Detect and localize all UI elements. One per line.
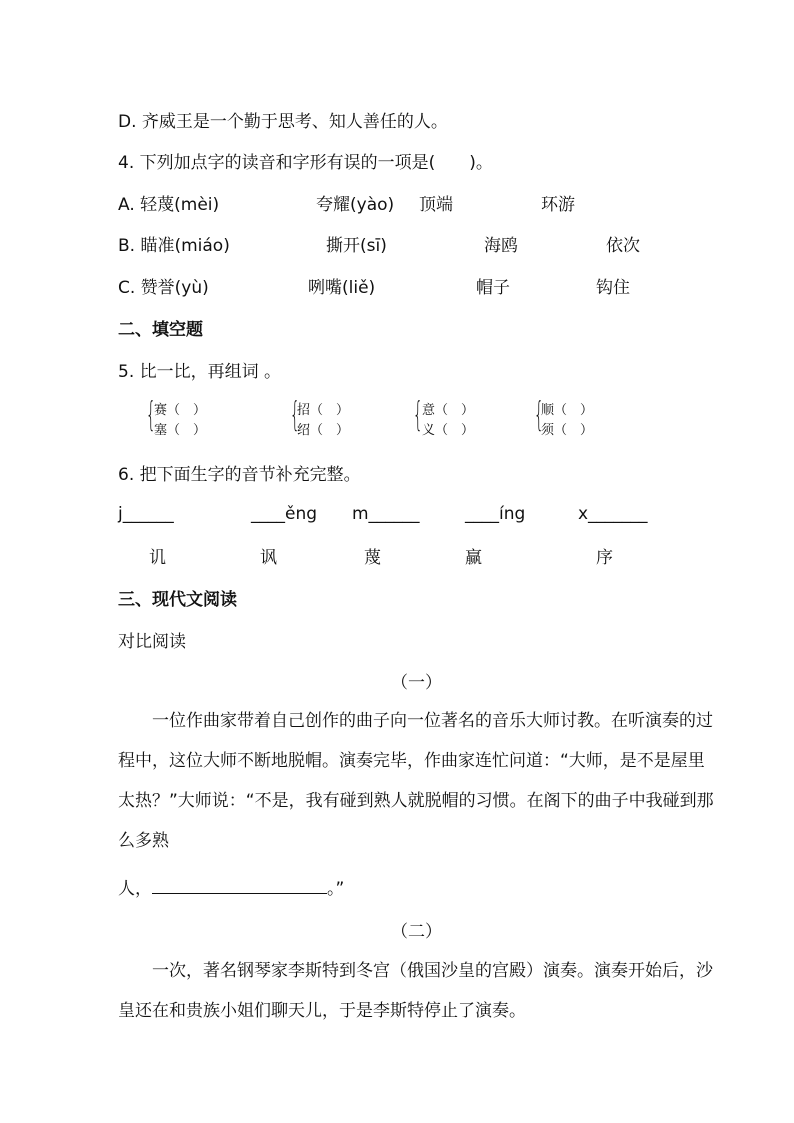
section-title-fill-in: 二、填空题 — [118, 320, 203, 340]
q5-word-bottom: 绍（ ） — [297, 423, 350, 438]
passage1-last-line-end: 。” — [327, 879, 345, 899]
q4-option-c: C. 赞誉(yù) — [118, 278, 209, 298]
q5-word-bottom: 须（ ） — [541, 423, 594, 438]
q6-pinyin-blank: ____ěng — [251, 504, 318, 524]
q6-char: 赢 — [465, 548, 482, 568]
q4-option-a-word2: 夸耀(yào) — [316, 195, 395, 215]
q5-word-top: 意（ ） — [422, 403, 475, 418]
q5-word-bottom: 义（ ） — [422, 423, 475, 438]
q4-option-b: B. 瞄准(miáo) — [118, 236, 230, 256]
section-title-reading: 三、现代文阅读 — [118, 590, 237, 610]
passage1-body: 一位作曲家带着自己创作的曲子向一位著名的音乐大师讨教。在听演奏的过程中，这位大师不断地脱帽。演奏完毕，作曲家连忙问道：“大师，是不是屋里太热？”大师说：“不是，我有碰到熟人就脱帽的习惯。在阁下的曲子中我碰到那么多熟 — [118, 711, 714, 851]
q6-pinyin-blank: m______ — [352, 504, 420, 524]
q4-option-b-word4: 依次 — [606, 236, 640, 256]
brace-icon: { — [146, 395, 156, 435]
q3-option-d: D. 齐威王是一个勤于思考、知人善任的人。 — [118, 112, 448, 132]
passage2-body: 一次，著名钢琴家李斯特到冬宫（俄国沙皇的宫殿）演奏。演奏开始后，沙皇还在和贵族小姐们聊天儿，于是李斯特停止了演奏。 — [118, 961, 713, 1021]
answer-blank[interactable] — [152, 877, 327, 894]
q5-word-top: 赛（ ） — [154, 403, 207, 418]
q6-pinyin-blank: x_______ — [578, 504, 648, 524]
q5-word-bottom: 塞（ ） — [154, 423, 207, 438]
q4-option-a-word3: 顶端 — [419, 195, 453, 215]
q5-word-top: 招（ ） — [297, 403, 350, 418]
q4-option-c-word3: 帽子 — [476, 278, 510, 298]
q4-option-c-word2: 咧嘴(liě) — [308, 278, 376, 298]
q6-char: 讥 — [149, 548, 166, 568]
q4-option-b-word2: 撕开(sī) — [326, 236, 387, 256]
q5-word-top: 顺（ ） — [541, 403, 594, 418]
q4-option-a: A. 轻蔑(mèi) — [118, 195, 220, 215]
q6-char: 蔑 — [364, 548, 381, 568]
passage1-heading: （一） — [391, 673, 442, 693]
q4-option-a-word4: 环游 — [541, 195, 575, 215]
brace-icon: { — [534, 395, 544, 435]
q4-stem: 4. 下列加点字的读音和字形有误的一项是( )。 — [118, 153, 493, 173]
q5-stem: 5. 比一比，再组词 。 — [118, 362, 282, 382]
q6-stem: 6. 把下面生字的音节补充完整。 — [118, 465, 361, 485]
q4-option-c-word4: 钩住 — [596, 278, 630, 298]
q6-pinyin-blank: ____íng — [465, 504, 526, 524]
passage1-last-line — [118, 874, 344, 899]
q6-char: 讽 — [260, 548, 277, 568]
passage1-last-line-start: 人， — [118, 879, 152, 899]
brace-icon: { — [413, 395, 423, 435]
reading-subtitle: 对比阅读 — [118, 632, 186, 652]
q6-pinyin-blank: j______ — [118, 504, 174, 524]
q6-char: 序 — [596, 548, 613, 568]
q4-option-b-word3: 海鸥 — [484, 236, 518, 256]
brace-icon: { — [290, 395, 300, 435]
passage2-heading: （二） — [391, 922, 442, 942]
